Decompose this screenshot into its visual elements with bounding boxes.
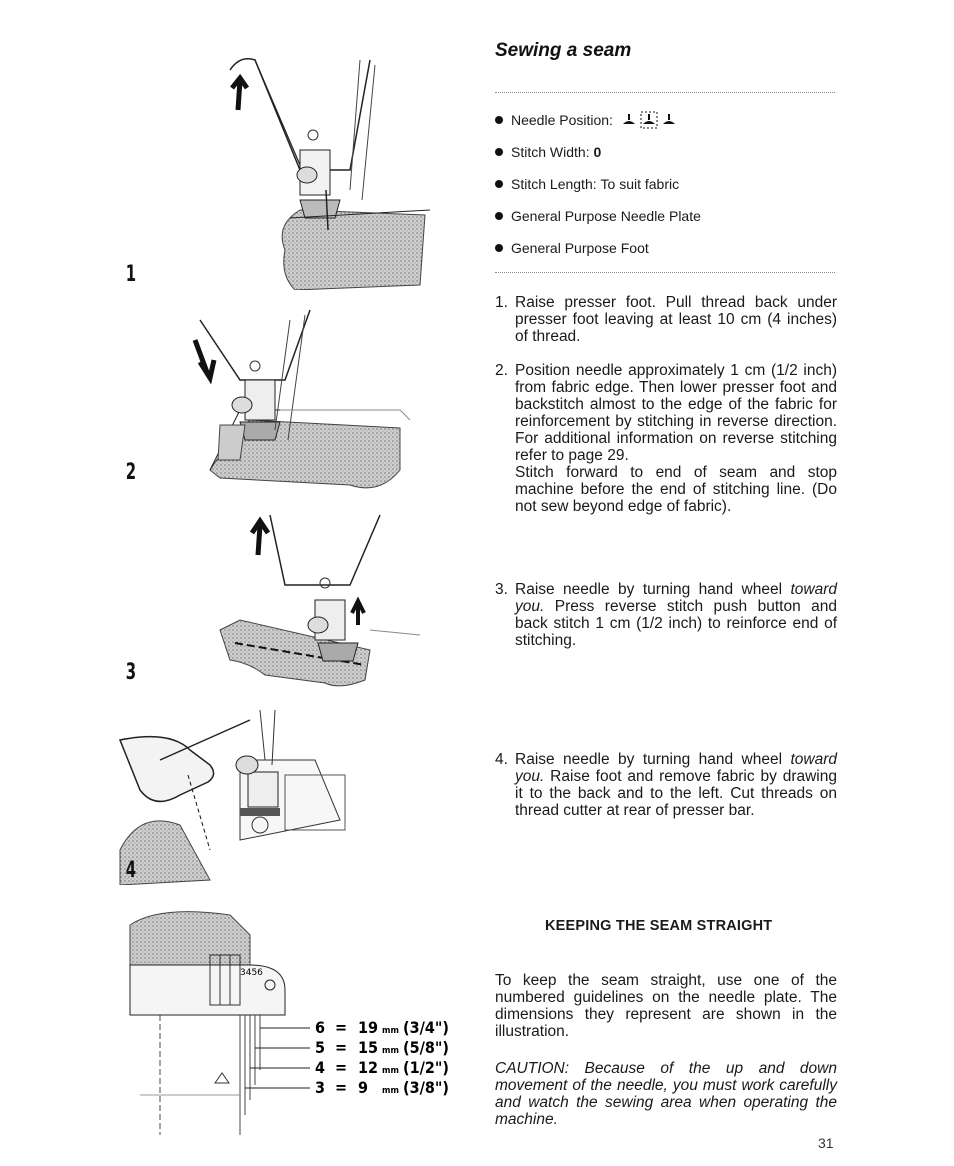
setting-needle-position: Needle Position: — [495, 110, 835, 142]
step-2: 2. Position needle approximately 1 cm (1/2 inch) from fabric edge. Then lower presser foot and backstitch almost to the edge of the fabric for reinforcement by stitching in reverse direction. For additional information on reverse stitching refer to page 29. Stitch forward to end of seam and stop machine before the end of stitching line. (Do not sew beyond edge of fabric). — [495, 362, 837, 515]
setting-needle-plate: General Purpose Needle Plate — [495, 206, 835, 238]
figure-number: 2 — [125, 460, 137, 485]
svg-text:(3/4"): (3/4") — [403, 1018, 449, 1037]
svg-text:6: 6 — [315, 1018, 326, 1037]
svg-text:=: = — [335, 1078, 348, 1097]
svg-text:mm: mm — [382, 1046, 399, 1056]
setting-foot: General Purpose Foot — [495, 238, 835, 270]
svg-text:5: 5 — [315, 1038, 326, 1057]
svg-text:(3/8"): (3/8") — [403, 1078, 449, 1097]
guideline-row — [315, 1038, 449, 1057]
figure-number: 1 — [125, 262, 137, 287]
setting-stitch-length: Stitch Length: To suit fabric — [495, 174, 835, 206]
svg-text:19: 19 — [358, 1018, 379, 1037]
figure-number: 4 — [125, 858, 137, 883]
svg-text:15: 15 — [358, 1038, 379, 1057]
svg-text:9: 9 — [358, 1078, 369, 1097]
bullet-icon — [495, 148, 503, 156]
step-1: 1. Raise presser foot. Pull thread back under presser foot leaving at least 10 cm (4 inches) of thread. — [495, 294, 837, 345]
bullet-icon — [495, 116, 503, 124]
divider — [495, 272, 835, 273]
svg-text:4: 4 — [315, 1058, 326, 1077]
guideline-row — [315, 1018, 449, 1037]
bullet-icon — [495, 212, 503, 220]
svg-text:(1/2"): (1/2") — [403, 1058, 449, 1077]
svg-text:mm: mm — [382, 1066, 399, 1076]
bullet-icon — [495, 180, 503, 188]
svg-text:=: = — [335, 1018, 348, 1037]
guideline-row — [315, 1078, 449, 1097]
illustration-2 — [100, 300, 470, 490]
needle-position-icon — [621, 110, 681, 130]
divider — [495, 92, 835, 93]
section-heading: KEEPING THE SEAM STRAIGHT — [545, 918, 773, 934]
bullet-icon — [495, 244, 503, 252]
illustration-1 — [100, 40, 470, 290]
svg-text:3: 3 — [315, 1078, 326, 1097]
page-number: 31 — [818, 1135, 834, 1151]
illustration-4 — [100, 700, 470, 885]
setting-stitch-width: Stitch Width: 0 — [495, 142, 835, 174]
plate-marks: 3456 — [240, 968, 263, 978]
svg-text:mm: mm — [382, 1086, 399, 1096]
step-3: 3. Raise needle by turning hand wheel toward you. Press reverse stitch push button and back stitch 1 cm (1/2 inch) to reinforce end of stitching. — [495, 581, 837, 649]
svg-text:=: = — [335, 1058, 348, 1077]
page-title: Sewing a seam — [495, 40, 632, 61]
settings-list — [495, 110, 835, 270]
illustration-3 — [100, 505, 470, 690]
guideline-row — [315, 1058, 449, 1077]
svg-text:=: = — [335, 1038, 348, 1057]
caution-note: CAUTION: Because of the up and down movement of the needle, you must work carefully and watch the sewing area when operating the machine. — [495, 1060, 837, 1128]
illustration-needle-plate — [100, 905, 470, 1135]
keeping-body: To keep the seam straight, use one of the numbered guidelines on the needle plate. The dimensions they represent are shown in the illustration. — [495, 972, 837, 1040]
svg-text:(5/8"): (5/8") — [403, 1038, 449, 1057]
step-4: 4. Raise needle by turning hand wheel toward you. Raise foot and remove fabric by drawing it to the back and to the left. Cut threads on thread cutter at rear of presser bar. — [495, 751, 837, 819]
figure-number: 3 — [125, 660, 137, 685]
svg-text:12: 12 — [358, 1058, 379, 1077]
svg-text:mm: mm — [382, 1026, 399, 1036]
